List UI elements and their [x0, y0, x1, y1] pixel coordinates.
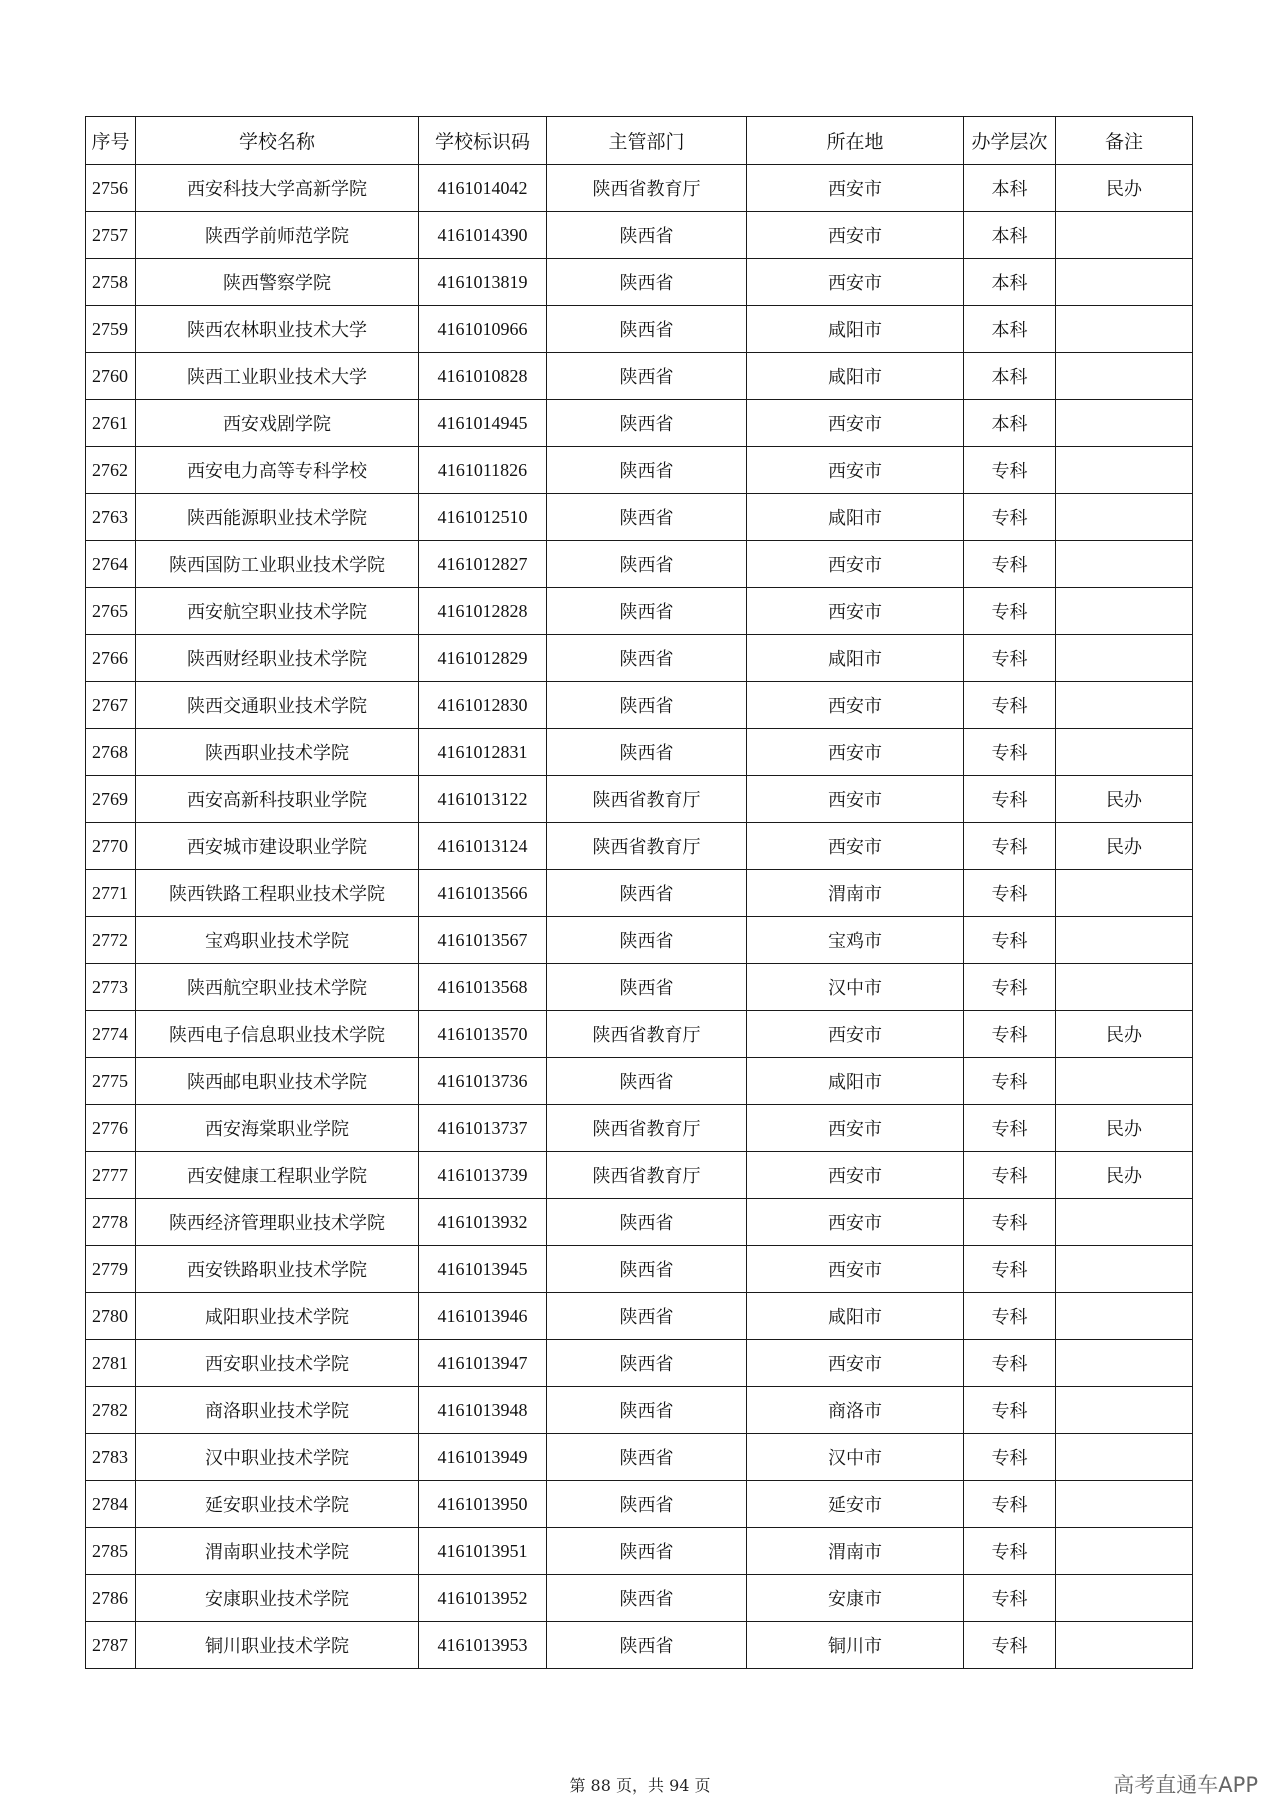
- cell-level: 专科: [964, 1105, 1056, 1152]
- cell-location: 汉中市: [747, 964, 964, 1011]
- cell-index: 2765: [86, 588, 136, 635]
- cell-school-name: 陕西能源职业技术学院: [136, 494, 419, 541]
- cell-school-name: 西安职业技术学院: [136, 1340, 419, 1387]
- table-row: [86, 1575, 1193, 1622]
- cell-remark: [1056, 1434, 1193, 1481]
- cell-level: 专科: [964, 1528, 1056, 1575]
- cell-level: 本科: [964, 306, 1056, 353]
- cell-remark: [1056, 306, 1193, 353]
- cell-remark: 民办: [1056, 1011, 1193, 1058]
- cell-school-name: 西安科技大学高新学院: [136, 165, 419, 212]
- cell-index: 2781: [86, 1340, 136, 1387]
- cell-level: 本科: [964, 353, 1056, 400]
- cell-authority: 陕西省: [547, 1528, 747, 1575]
- cell-location: 咸阳市: [747, 353, 964, 400]
- table-row: [86, 1199, 1193, 1246]
- cell-authority: 陕西省: [547, 1199, 747, 1246]
- cell-remark: [1056, 682, 1193, 729]
- cell-remark: 民办: [1056, 1105, 1193, 1152]
- table-row: [86, 541, 1193, 588]
- cell-index: 2773: [86, 964, 136, 1011]
- cell-authority: 陕西省: [547, 729, 747, 776]
- cell-school-name: 西安高新科技职业学院: [136, 776, 419, 823]
- table-row: [86, 635, 1193, 682]
- cell-index: 2756: [86, 165, 136, 212]
- cell-authority: 陕西省: [547, 588, 747, 635]
- cell-school-code: 4161013819: [419, 259, 547, 306]
- cell-school-code: 4161013947: [419, 1340, 547, 1387]
- cell-index: 2774: [86, 1011, 136, 1058]
- header-school-name: 学校名称: [136, 117, 419, 165]
- cell-remark: [1056, 541, 1193, 588]
- cell-index: 2786: [86, 1575, 136, 1622]
- cell-level: 专科: [964, 1246, 1056, 1293]
- cell-school-name: 陕西航空职业技术学院: [136, 964, 419, 1011]
- cell-index: 2777: [86, 1152, 136, 1199]
- cell-location: 咸阳市: [747, 635, 964, 682]
- table-row: [86, 1434, 1193, 1481]
- table-row: [86, 494, 1193, 541]
- cell-level: 专科: [964, 917, 1056, 964]
- cell-school-code: 4161013953: [419, 1622, 547, 1669]
- cell-school-code: 4161012829: [419, 635, 547, 682]
- cell-location: 西安市: [747, 776, 964, 823]
- table-row: [86, 400, 1193, 447]
- cell-location: 西安市: [747, 588, 964, 635]
- cell-index: 2780: [86, 1293, 136, 1340]
- table-row: [86, 1622, 1193, 1669]
- cell-remark: [1056, 588, 1193, 635]
- cell-school-code: 4161013950: [419, 1481, 547, 1528]
- cell-authority: 陕西省: [547, 306, 747, 353]
- cell-school-name: 西安铁路职业技术学院: [136, 1246, 419, 1293]
- cell-school-code: 4161011826: [419, 447, 547, 494]
- cell-remark: 民办: [1056, 1152, 1193, 1199]
- cell-school-code: 4161012510: [419, 494, 547, 541]
- cell-school-name: 延安职业技术学院: [136, 1481, 419, 1528]
- cell-level: 专科: [964, 635, 1056, 682]
- cell-level: 专科: [964, 1293, 1056, 1340]
- header-school-code: 学校标识码: [419, 117, 547, 165]
- cell-remark: [1056, 400, 1193, 447]
- cell-location: 延安市: [747, 1481, 964, 1528]
- cell-school-code: 4161013570: [419, 1011, 547, 1058]
- cell-index: 2766: [86, 635, 136, 682]
- cell-level: 本科: [964, 400, 1056, 447]
- cell-school-name: 咸阳职业技术学院: [136, 1293, 419, 1340]
- cell-location: 西安市: [747, 682, 964, 729]
- cell-school-code: 4161013566: [419, 870, 547, 917]
- cell-index: 2785: [86, 1528, 136, 1575]
- table-row: [86, 353, 1193, 400]
- table-row: [86, 964, 1193, 1011]
- cell-remark: [1056, 917, 1193, 964]
- cell-level: 专科: [964, 447, 1056, 494]
- cell-index: 2782: [86, 1387, 136, 1434]
- cell-authority: 陕西省: [547, 682, 747, 729]
- cell-location: 西安市: [747, 1152, 964, 1199]
- cell-remark: [1056, 635, 1193, 682]
- cell-level: 专科: [964, 776, 1056, 823]
- cell-authority: 陕西省: [547, 1622, 747, 1669]
- cell-level: 专科: [964, 1011, 1056, 1058]
- header-location: 所在地: [747, 117, 964, 165]
- cell-remark: [1056, 212, 1193, 259]
- cell-school-name: 陕西铁路工程职业技术学院: [136, 870, 419, 917]
- cell-school-code: 4161013739: [419, 1152, 547, 1199]
- cell-location: 渭南市: [747, 1528, 964, 1575]
- cell-index: 2770: [86, 823, 136, 870]
- cell-level: 专科: [964, 494, 1056, 541]
- cell-school-name: 陕西经济管理职业技术学院: [136, 1199, 419, 1246]
- cell-school-name: 西安健康工程职业学院: [136, 1152, 419, 1199]
- table-row: [86, 1387, 1193, 1434]
- cell-level: 专科: [964, 1387, 1056, 1434]
- cell-location: 渭南市: [747, 870, 964, 917]
- cell-authority: 陕西省: [547, 212, 747, 259]
- cell-index: 2768: [86, 729, 136, 776]
- cell-location: 西安市: [747, 1199, 964, 1246]
- header-authority: 主管部门: [547, 117, 747, 165]
- table-row: [86, 1058, 1193, 1105]
- cell-school-name: 西安海棠职业学院: [136, 1105, 419, 1152]
- cell-school-code: 4161010966: [419, 306, 547, 353]
- cell-authority: 陕西省: [547, 494, 747, 541]
- cell-index: 2764: [86, 541, 136, 588]
- cell-location: 咸阳市: [747, 1058, 964, 1105]
- cell-location: 宝鸡市: [747, 917, 964, 964]
- cell-index: 2784: [86, 1481, 136, 1528]
- cell-location: 商洛市: [747, 1387, 964, 1434]
- table-row: [86, 259, 1193, 306]
- table-row: [86, 1246, 1193, 1293]
- cell-level: 本科: [964, 259, 1056, 306]
- cell-authority: 陕西省: [547, 1246, 747, 1293]
- cell-authority: 陕西省: [547, 400, 747, 447]
- cell-index: 2769: [86, 776, 136, 823]
- cell-school-code: 4161014390: [419, 212, 547, 259]
- cell-remark: [1056, 259, 1193, 306]
- cell-school-name: 陕西学前师范学院: [136, 212, 419, 259]
- cell-level: 专科: [964, 1575, 1056, 1622]
- cell-authority: 陕西省教育厅: [547, 1152, 747, 1199]
- cell-school-code: 4161013568: [419, 964, 547, 1011]
- cell-level: 专科: [964, 588, 1056, 635]
- cell-location: 西安市: [747, 259, 964, 306]
- cell-remark: [1056, 494, 1193, 541]
- cell-level: 专科: [964, 1340, 1056, 1387]
- cell-level: 专科: [964, 1199, 1056, 1246]
- cell-school-code: 4161013736: [419, 1058, 547, 1105]
- cell-remark: 民办: [1056, 165, 1193, 212]
- cell-index: 2779: [86, 1246, 136, 1293]
- cell-location: 咸阳市: [747, 306, 964, 353]
- cell-school-name: 铜川职业技术学院: [136, 1622, 419, 1669]
- table-row: [86, 447, 1193, 494]
- cell-remark: 民办: [1056, 776, 1193, 823]
- cell-authority: 陕西省: [547, 1293, 747, 1340]
- cell-index: 2778: [86, 1199, 136, 1246]
- cell-school-code: 4161013124: [419, 823, 547, 870]
- cell-remark: [1056, 1528, 1193, 1575]
- cell-school-name: 安康职业技术学院: [136, 1575, 419, 1622]
- cell-level: 专科: [964, 1434, 1056, 1481]
- cell-location: 西安市: [747, 1105, 964, 1152]
- cell-school-name: 西安戏剧学院: [136, 400, 419, 447]
- cell-index: 2759: [86, 306, 136, 353]
- cell-location: 西安市: [747, 212, 964, 259]
- cell-school-code: 4161013946: [419, 1293, 547, 1340]
- cell-school-name: 陕西职业技术学院: [136, 729, 419, 776]
- table-row: [86, 1105, 1193, 1152]
- cell-remark: [1056, 1575, 1193, 1622]
- cell-authority: 陕西省: [547, 870, 747, 917]
- cell-location: 安康市: [747, 1575, 964, 1622]
- cell-remark: [1056, 1293, 1193, 1340]
- cell-remark: [1056, 964, 1193, 1011]
- table-row: [86, 165, 1193, 212]
- cell-authority: 陕西省: [547, 447, 747, 494]
- cell-school-code: 4161013949: [419, 1434, 547, 1481]
- cell-school-name: 西安航空职业技术学院: [136, 588, 419, 635]
- cell-school-code: 4161012831: [419, 729, 547, 776]
- cell-index: 2775: [86, 1058, 136, 1105]
- watermark-text: 高考直通车APP: [1113, 1773, 1258, 1797]
- cell-index: 2787: [86, 1622, 136, 1669]
- cell-remark: [1056, 1340, 1193, 1387]
- cell-level: 专科: [964, 541, 1056, 588]
- cell-index: 2772: [86, 917, 136, 964]
- cell-authority: 陕西省: [547, 1387, 747, 1434]
- cell-index: 2771: [86, 870, 136, 917]
- cell-school-name: 陕西工业职业技术大学: [136, 353, 419, 400]
- cell-index: 2760: [86, 353, 136, 400]
- cell-location: 西安市: [747, 541, 964, 588]
- cell-authority: 陕西省: [547, 1575, 747, 1622]
- cell-location: 西安市: [747, 1246, 964, 1293]
- cell-location: 西安市: [747, 823, 964, 870]
- table-row: [86, 306, 1193, 353]
- cell-remark: [1056, 1387, 1193, 1434]
- cell-location: 咸阳市: [747, 494, 964, 541]
- cell-index: 2758: [86, 259, 136, 306]
- cell-remark: [1056, 1246, 1193, 1293]
- cell-school-code: 4161010828: [419, 353, 547, 400]
- cell-level: 本科: [964, 165, 1056, 212]
- cell-authority: 陕西省: [547, 541, 747, 588]
- cell-level: 专科: [964, 682, 1056, 729]
- cell-remark: [1056, 1481, 1193, 1528]
- cell-school-code: 4161012828: [419, 588, 547, 635]
- cell-location: 西安市: [747, 447, 964, 494]
- cell-level: 专科: [964, 823, 1056, 870]
- cell-index: 2776: [86, 1105, 136, 1152]
- cell-authority: 陕西省教育厅: [547, 776, 747, 823]
- cell-school-name: 陕西电子信息职业技术学院: [136, 1011, 419, 1058]
- table-row: [86, 823, 1193, 870]
- cell-authority: 陕西省: [547, 635, 747, 682]
- cell-remark: 民办: [1056, 823, 1193, 870]
- cell-location: 西安市: [747, 1340, 964, 1387]
- cell-location: 西安市: [747, 1011, 964, 1058]
- cell-location: 咸阳市: [747, 1293, 964, 1340]
- cell-remark: [1056, 353, 1193, 400]
- cell-school-code: 4161013567: [419, 917, 547, 964]
- cell-school-name: 陕西财经职业技术学院: [136, 635, 419, 682]
- cell-level: 专科: [964, 1058, 1056, 1105]
- cell-location: 汉中市: [747, 1434, 964, 1481]
- cell-location: 铜川市: [747, 1622, 964, 1669]
- table-row: [86, 1011, 1193, 1058]
- cell-school-name: 西安城市建设职业学院: [136, 823, 419, 870]
- cell-authority: 陕西省: [547, 964, 747, 1011]
- cell-remark: [1056, 1058, 1193, 1105]
- cell-level: 专科: [964, 964, 1056, 1011]
- table-row: [86, 1152, 1193, 1199]
- cell-level: 专科: [964, 729, 1056, 776]
- table-header-row: [86, 117, 1193, 165]
- table-row: [86, 588, 1193, 635]
- cell-school-code: 4161013122: [419, 776, 547, 823]
- cell-remark: [1056, 1199, 1193, 1246]
- cell-level: 专科: [964, 870, 1056, 917]
- cell-school-name: 汉中职业技术学院: [136, 1434, 419, 1481]
- cell-index: 2783: [86, 1434, 136, 1481]
- cell-school-name: 陕西国防工业职业技术学院: [136, 541, 419, 588]
- cell-location: 西安市: [747, 400, 964, 447]
- cell-authority: 陕西省: [547, 259, 747, 306]
- cell-school-code: 4161012830: [419, 682, 547, 729]
- table-row: [86, 1293, 1193, 1340]
- cell-school-name: 陕西农林职业技术大学: [136, 306, 419, 353]
- cell-school-code: 4161013948: [419, 1387, 547, 1434]
- cell-remark: [1056, 729, 1193, 776]
- cell-authority: 陕西省教育厅: [547, 823, 747, 870]
- cell-school-name: 陕西邮电职业技术学院: [136, 1058, 419, 1105]
- header-level: 办学层次: [964, 117, 1056, 165]
- cell-school-name: 陕西警察学院: [136, 259, 419, 306]
- cell-school-code: 4161013737: [419, 1105, 547, 1152]
- cell-authority: 陕西省: [547, 1434, 747, 1481]
- cell-remark: [1056, 1622, 1193, 1669]
- cell-index: 2767: [86, 682, 136, 729]
- cell-location: 西安市: [747, 729, 964, 776]
- cell-school-code: 4161013951: [419, 1528, 547, 1575]
- cell-remark: [1056, 447, 1193, 494]
- table-row: [86, 1528, 1193, 1575]
- cell-school-code: 4161014945: [419, 400, 547, 447]
- table-row: [86, 776, 1193, 823]
- table-row: [86, 917, 1193, 964]
- table-body: [86, 165, 1193, 1669]
- cell-location: 西安市: [747, 165, 964, 212]
- table-row: [86, 729, 1193, 776]
- cell-authority: 陕西省教育厅: [547, 1011, 747, 1058]
- header-remark: 备注: [1056, 117, 1193, 165]
- table-row: [86, 212, 1193, 259]
- cell-school-code: 4161013932: [419, 1199, 547, 1246]
- cell-level: 专科: [964, 1481, 1056, 1528]
- cell-level: 本科: [964, 212, 1056, 259]
- cell-authority: 陕西省: [547, 917, 747, 964]
- cell-authority: 陕西省: [547, 1058, 747, 1105]
- cell-authority: 陕西省教育厅: [547, 1105, 747, 1152]
- cell-authority: 陕西省: [547, 353, 747, 400]
- table-row: [86, 682, 1193, 729]
- cell-authority: 陕西省: [547, 1340, 747, 1387]
- cell-authority: 陕西省: [547, 1481, 747, 1528]
- cell-index: 2757: [86, 212, 136, 259]
- cell-school-name: 西安电力高等专科学校: [136, 447, 419, 494]
- cell-school-code: 4161013945: [419, 1246, 547, 1293]
- cell-school-code: 4161013952: [419, 1575, 547, 1622]
- cell-level: 专科: [964, 1622, 1056, 1669]
- cell-school-name: 宝鸡职业技术学院: [136, 917, 419, 964]
- header-index: 序号: [86, 117, 136, 165]
- cell-school-code: 4161014042: [419, 165, 547, 212]
- school-list-table: [85, 116, 1193, 1669]
- table-row: [86, 1340, 1193, 1387]
- cell-authority: 陕西省教育厅: [547, 165, 747, 212]
- cell-index: 2761: [86, 400, 136, 447]
- page-number-footer: 第 88 页，共 94 页: [569, 1776, 711, 1795]
- table-row: [86, 1481, 1193, 1528]
- cell-index: 2763: [86, 494, 136, 541]
- cell-index: 2762: [86, 447, 136, 494]
- cell-school-code: 4161012827: [419, 541, 547, 588]
- cell-level: 专科: [964, 1152, 1056, 1199]
- table-row: [86, 870, 1193, 917]
- cell-school-name: 渭南职业技术学院: [136, 1528, 419, 1575]
- cell-school-name: 商洛职业技术学院: [136, 1387, 419, 1434]
- cell-remark: [1056, 870, 1193, 917]
- cell-school-name: 陕西交通职业技术学院: [136, 682, 419, 729]
